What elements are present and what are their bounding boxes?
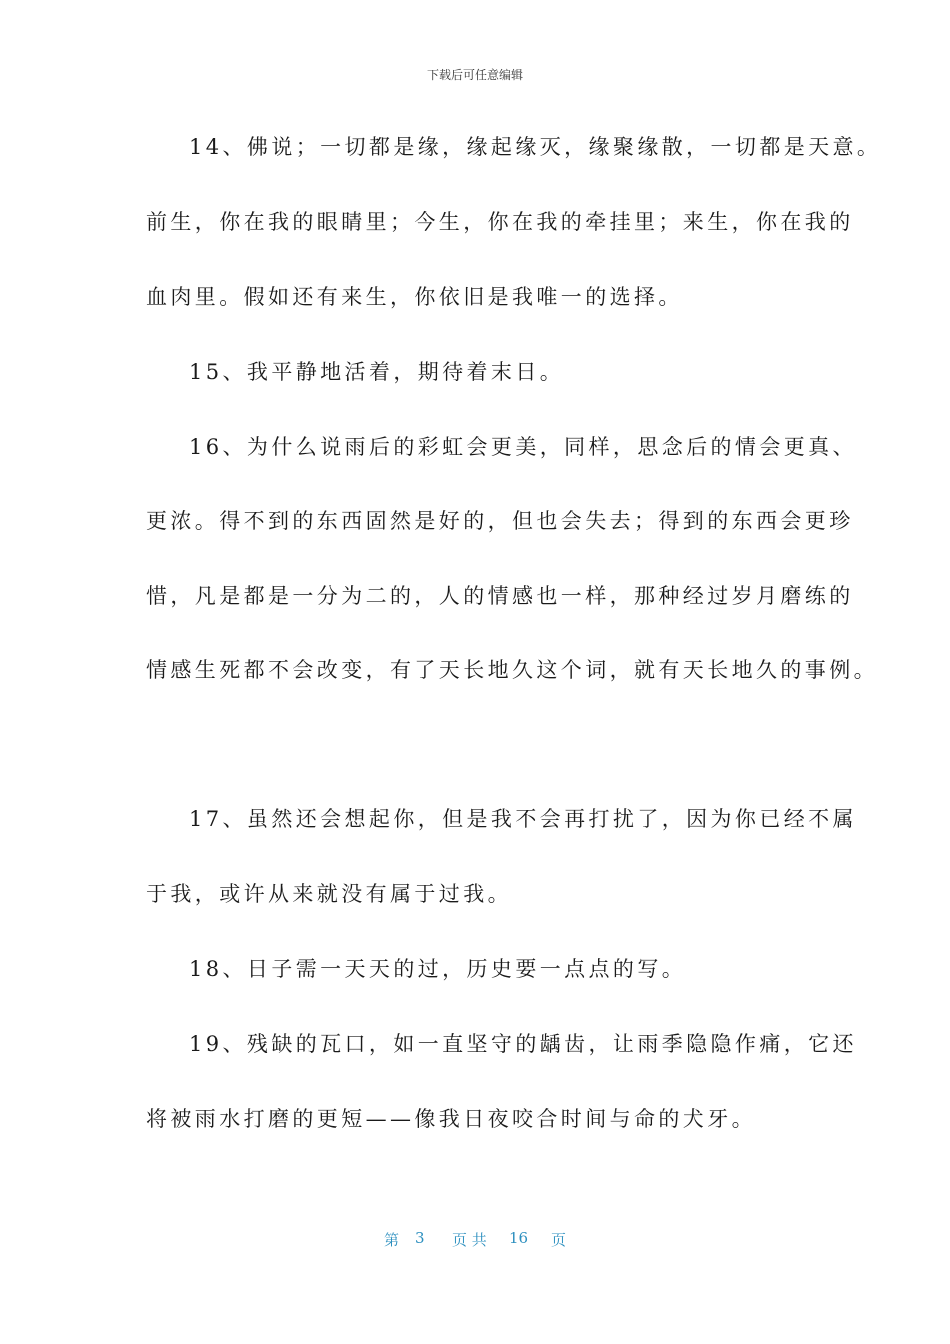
footer-total-pages: 16 [509, 1229, 529, 1247]
footer-suffix: 页 [551, 1231, 567, 1249]
paragraph-line: 更浓。得不到的东西固然是好的，但也会失去；得到的东西会更珍 [146, 509, 854, 533]
paragraph-line: 18、日子需一天天的过，历史要一点点的写。 [189, 957, 687, 981]
paragraph-line: 情感生死都不会改变，有了天长地久这个词，就有天长地久的事例。 [146, 658, 878, 682]
paragraph-line: 前生，你在我的眼睛里；今生，你在我的牵挂里；来生，你在我的 [146, 210, 854, 234]
paragraph-line: 17、虽然还会想起你，但是我不会再打扰了，因为你已经不属 [189, 807, 857, 831]
paragraph-line: 16、为什么说雨后的彩虹会更美，同样，思念后的情会更真、 [189, 435, 857, 459]
paragraph-line: 血肉里。假如还有来生，你依旧是我唯一的选择。 [146, 285, 683, 309]
paragraph-line: 14、佛说；一切都是缘，缘起缘灭，缘聚缘散，一切都是天意。 [189, 135, 882, 159]
paragraph-line: 19、残缺的瓦口，如一直坚守的龋齿，让雨季隐隐作痛，它还 [189, 1032, 857, 1056]
footer-middle: 页 共 [452, 1231, 487, 1249]
footer-page-number: 3 [415, 1229, 425, 1247]
paragraph-line: 15、我平静地活着，期待着末日。 [189, 360, 565, 384]
footer-prefix: 第 [384, 1231, 400, 1249]
page-header: 下载后可任意编辑 [426, 68, 523, 82]
paragraph-line: 将被雨水打磨的更短——像我日夜咬合时间与命的犬牙。 [146, 1107, 756, 1131]
paragraph-line: 于我，或许从来就没有属于过我。 [146, 882, 512, 906]
paragraph-line: 惜，凡是都是一分为二的，人的情感也一样，那种经过岁月磨练的 [146, 584, 854, 608]
